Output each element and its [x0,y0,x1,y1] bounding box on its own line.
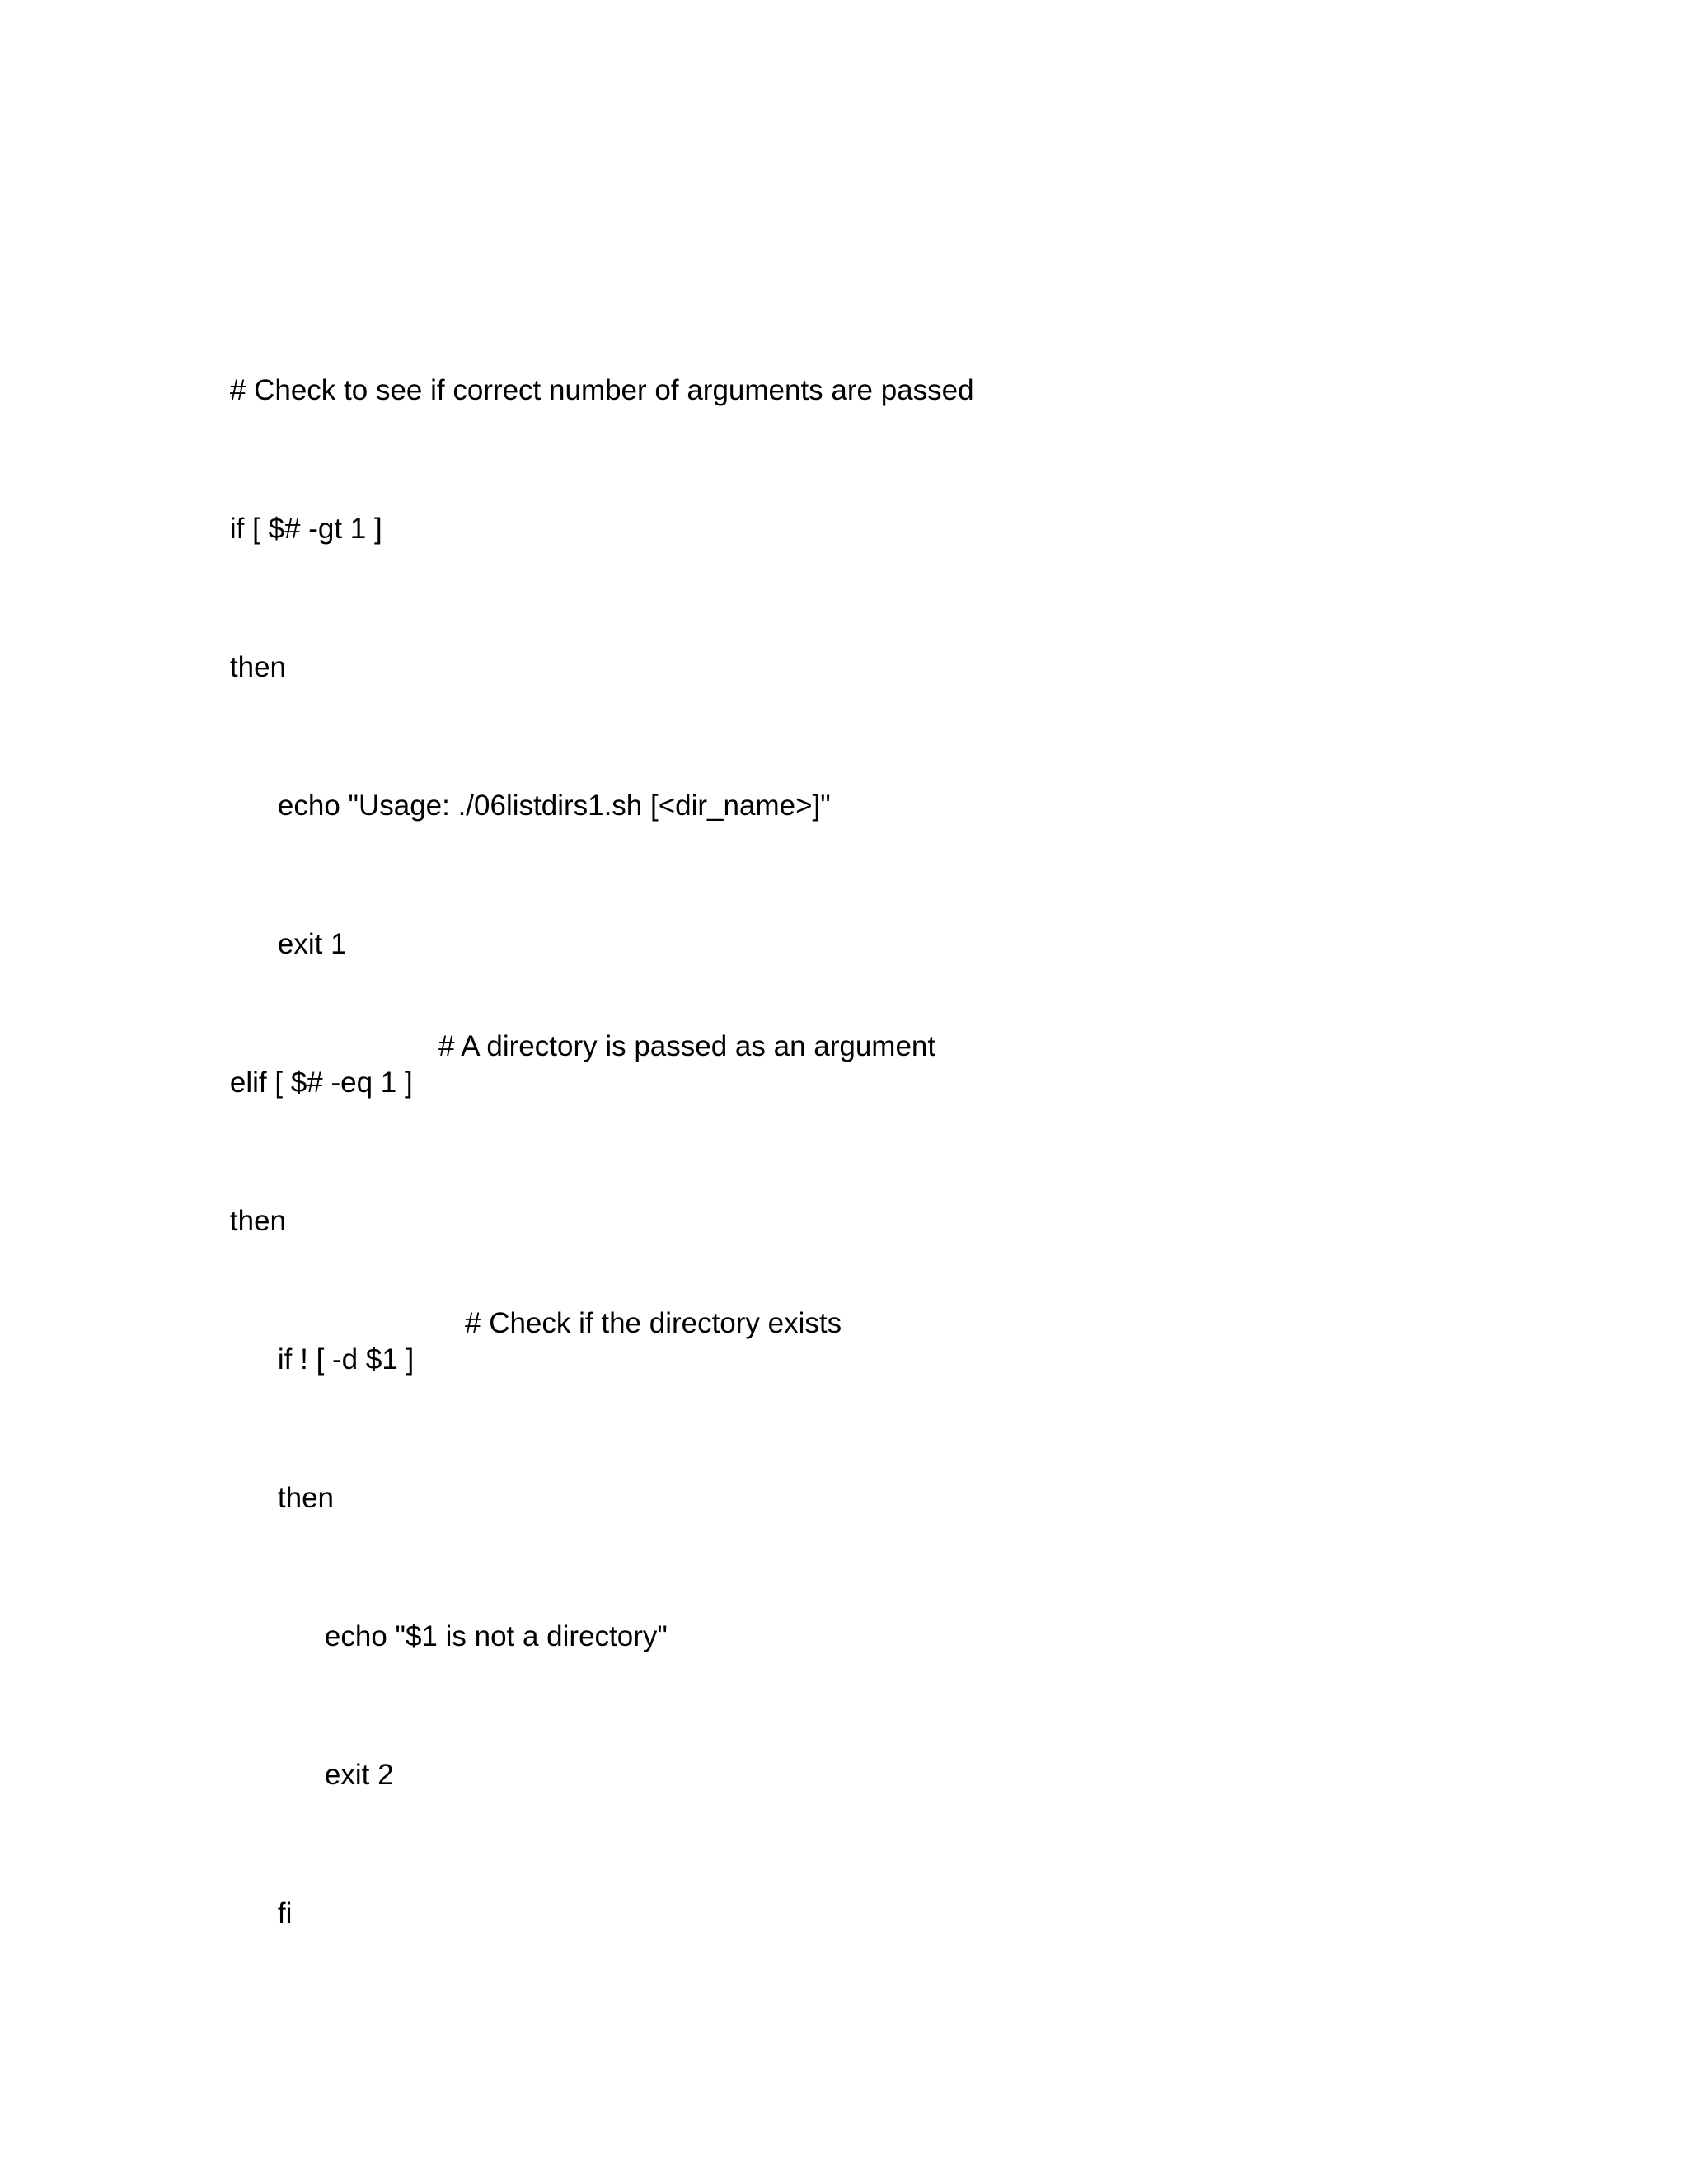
code-text: then [277,1482,335,1514]
code-line-4 [246,752,831,860]
code-text: # Check to see if correct number of arguments are passed [229,374,974,406]
code-text: echo "Usage: ./06listdirs1.sh [<dir_name>]" [277,790,831,822]
code-text: then [229,651,287,683]
code-text: if [ $# -gt 1 ] [229,513,382,545]
code-text: exit 2 [324,1759,394,1791]
code-text: if ! [ -d $1 ] [277,1343,415,1376]
code-line-6 [198,1029,940,1174]
code-line-2 [198,475,382,583]
code-text: fi [277,1897,293,1929]
code-line-10 [293,1582,668,1691]
code-line-9 [246,1444,334,1553]
code-line-3 [198,613,286,722]
code-text: exit 1 [277,928,347,960]
code-line-1 [198,336,974,445]
inline-comment: # A directory is passed as an argument [438,1030,936,1062]
code-text: echo "$1 is not a directory" [324,1620,668,1652]
code-line-7 [198,1167,286,1276]
code-line-5 [246,890,347,999]
code-text: elif [ $# -eq 1 ] [229,1066,413,1099]
code-line-12 [246,1859,292,1968]
code-text: then [229,1205,287,1237]
code-line-11 [293,1721,394,1830]
code-line-8 [246,1305,905,1451]
inline-comment: # Check if the directory exists [465,1307,842,1339]
